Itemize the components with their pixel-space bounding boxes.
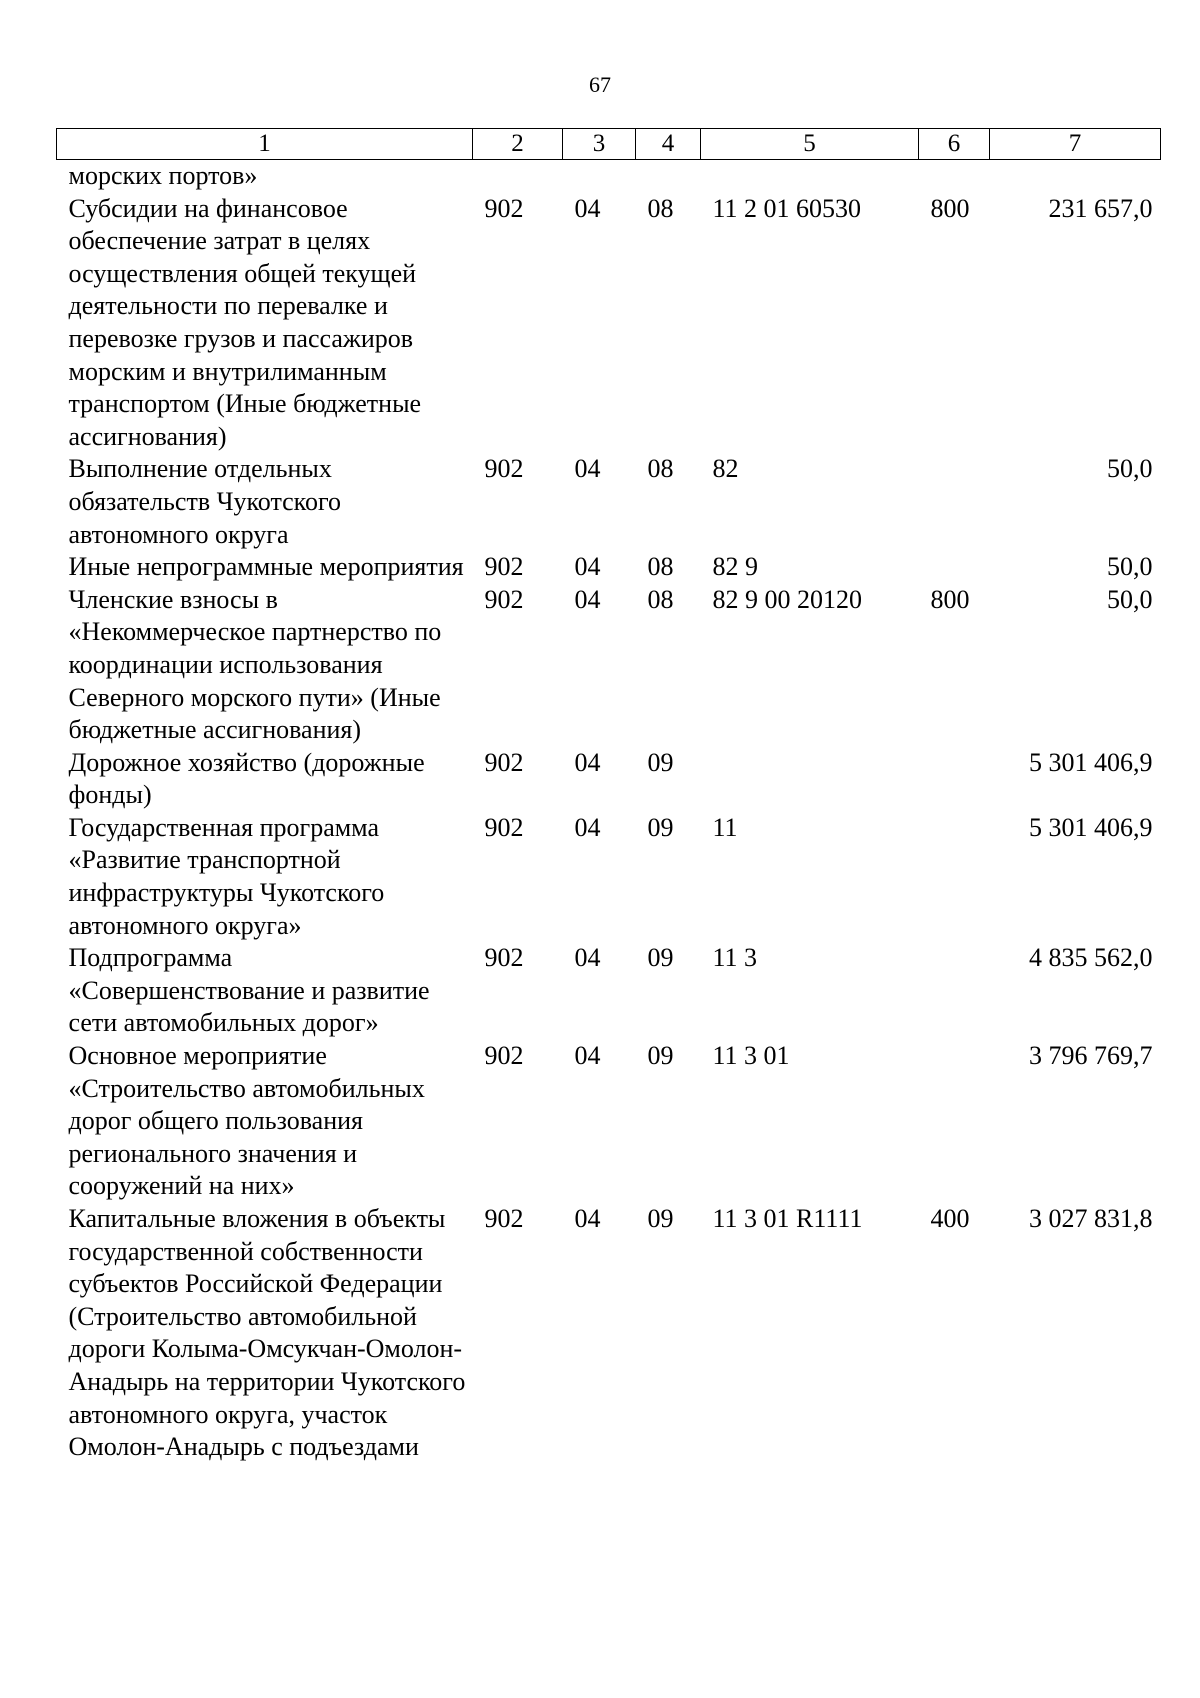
row-subsection: 08 — [647, 193, 674, 223]
table-row — [57, 1203, 1161, 1464]
budget-table — [56, 128, 1161, 1464]
page-number: 67 — [589, 72, 611, 97]
row-section: 04 — [574, 812, 601, 842]
row-expense-type — [919, 551, 990, 584]
row-subsection: 08 — [647, 552, 674, 582]
row-amount: 231 657,0 — [1048, 193, 1153, 223]
row-subsection: 09 — [647, 1204, 674, 1233]
row-amount: 50,0 — [1107, 454, 1153, 484]
row-section: 04 — [574, 454, 601, 484]
row-section: 04 — [574, 1204, 601, 1233]
row-section: 04 — [574, 1041, 601, 1071]
table-row — [57, 812, 1161, 942]
column-header-name: 1 — [57, 129, 473, 160]
row-target-article: 11 3 — [712, 943, 758, 973]
row-subsection — [636, 160, 701, 193]
row-name: Иные непрограммные мероприятия — [68, 552, 464, 582]
row-subsection: 09 — [647, 812, 674, 842]
row-subsection: 09 — [647, 747, 674, 777]
row-ministry: 902 — [484, 454, 524, 484]
table-row — [57, 551, 1161, 584]
column-header-subsection: 4 — [636, 129, 701, 160]
row-target-article — [701, 160, 919, 193]
table-body — [57, 160, 1161, 1464]
table-row — [57, 453, 1161, 551]
row-expense-type — [919, 160, 990, 193]
table-row — [57, 584, 1161, 747]
row-section — [563, 160, 636, 193]
row-ministry: 902 — [484, 943, 524, 973]
row-expense-type: 800 — [930, 584, 970, 614]
row-section: 04 — [574, 584, 601, 614]
table-row — [57, 160, 1161, 193]
row-name: Дорожное хозяйство (дорожные фонды) — [68, 747, 425, 810]
row-target-article: 82 9 — [712, 552, 758, 582]
row-expense-type — [919, 747, 990, 812]
row-name: Государственная программа «Развитие транспортной инфраструктуры Чукотского автономного округа» — [68, 812, 385, 940]
row-name: Выполнение отдельных обязательств Чукотского автономного округа — [68, 454, 342, 549]
row-expense-type: 400 — [930, 1204, 970, 1233]
row-amount: 4 835 562,0 — [1029, 943, 1153, 973]
row-amount — [990, 160, 1161, 193]
table-row — [57, 193, 1161, 454]
row-ministry: 902 — [484, 812, 524, 842]
row-section: 04 — [574, 747, 601, 777]
row-subsection: 09 — [647, 943, 674, 973]
row-ministry: 902 — [484, 747, 524, 777]
row-subsection: 09 — [647, 1041, 674, 1071]
row-amount: 3 796 769,7 — [1029, 1041, 1153, 1071]
row-amount: 50,0 — [1107, 584, 1153, 614]
column-header-expense-type: 6 — [919, 129, 990, 160]
row-target-article — [701, 747, 919, 812]
row-expense-type — [919, 812, 990, 942]
row-amount: 5 301 406,9 — [1029, 812, 1153, 842]
row-name: Основное мероприятие «Строительство автомобильных дорог общего пользования регионального значения и сооружений на них» — [68, 1041, 425, 1201]
row-expense-type — [919, 1040, 990, 1203]
column-header-amount: 7 — [990, 129, 1161, 160]
row-subsection: 08 — [647, 584, 674, 614]
row-ministry: 902 — [484, 584, 524, 614]
row-ministry: 902 — [484, 193, 524, 223]
header-row — [57, 129, 1161, 160]
row-subsection: 08 — [647, 454, 674, 484]
table-row — [57, 747, 1161, 812]
column-header-section: 3 — [563, 129, 636, 160]
table-row — [57, 942, 1161, 1040]
row-target-article: 82 — [712, 454, 739, 484]
row-section: 04 — [574, 552, 601, 582]
row-name: Членские взносы в «Некоммерческое партнерство по координации использования Северного морского пути» (Иные бюджетные ассигнования) — [68, 584, 442, 745]
row-name: Подпрограмма «Совершенствование и развитие сети автомобильных дорог» — [68, 943, 430, 1038]
row-target-article: 11 — [712, 812, 738, 842]
row-target-article: 11 3 01 R1111 — [712, 1204, 863, 1233]
row-expense-type — [919, 942, 990, 1040]
row-expense-type — [919, 453, 990, 551]
row-section: 04 — [574, 943, 601, 973]
row-section: 04 — [574, 193, 601, 223]
row-amount: 50,0 — [1107, 552, 1153, 582]
row-name: морских портов» — [68, 161, 258, 190]
row-target-article: 11 3 01 — [712, 1041, 790, 1071]
row-ministry: 902 — [484, 1041, 524, 1071]
column-header-target-article: 5 — [701, 129, 919, 160]
row-name: Капитальные вложения в объекты государственной собственности субъектов Российской Федерации (Строительство автомобильной дороги Колыма-Омсукчан-Омолон-Анадырь на территории Чукотского автономного округа, участок Омолон-Анадырь с подъездами — [68, 1204, 466, 1462]
column-header-ministry: 2 — [473, 129, 563, 160]
row-amount: 3 027 831,8 — [1029, 1204, 1153, 1233]
row-target-article: 82 9 00 20120 — [712, 584, 862, 614]
table-header — [57, 129, 1161, 160]
table-row — [57, 1040, 1161, 1203]
row-ministry: 902 — [484, 1204, 524, 1233]
row-target-article: 11 2 01 60530 — [712, 193, 862, 223]
row-ministry: 902 — [484, 552, 524, 582]
row-amount: 5 301 406,9 — [1029, 747, 1153, 777]
row-expense-type: 800 — [930, 193, 970, 223]
row-name: Субсидии на финансовое обеспечение затрат в целях осуществления общей текущей деятельности по перевалке и перевозке грузов и пассажиров морским и внутрилиманным транспортом (Иные бюджетные ассигнования) — [68, 193, 422, 451]
row-ministry — [473, 160, 563, 193]
